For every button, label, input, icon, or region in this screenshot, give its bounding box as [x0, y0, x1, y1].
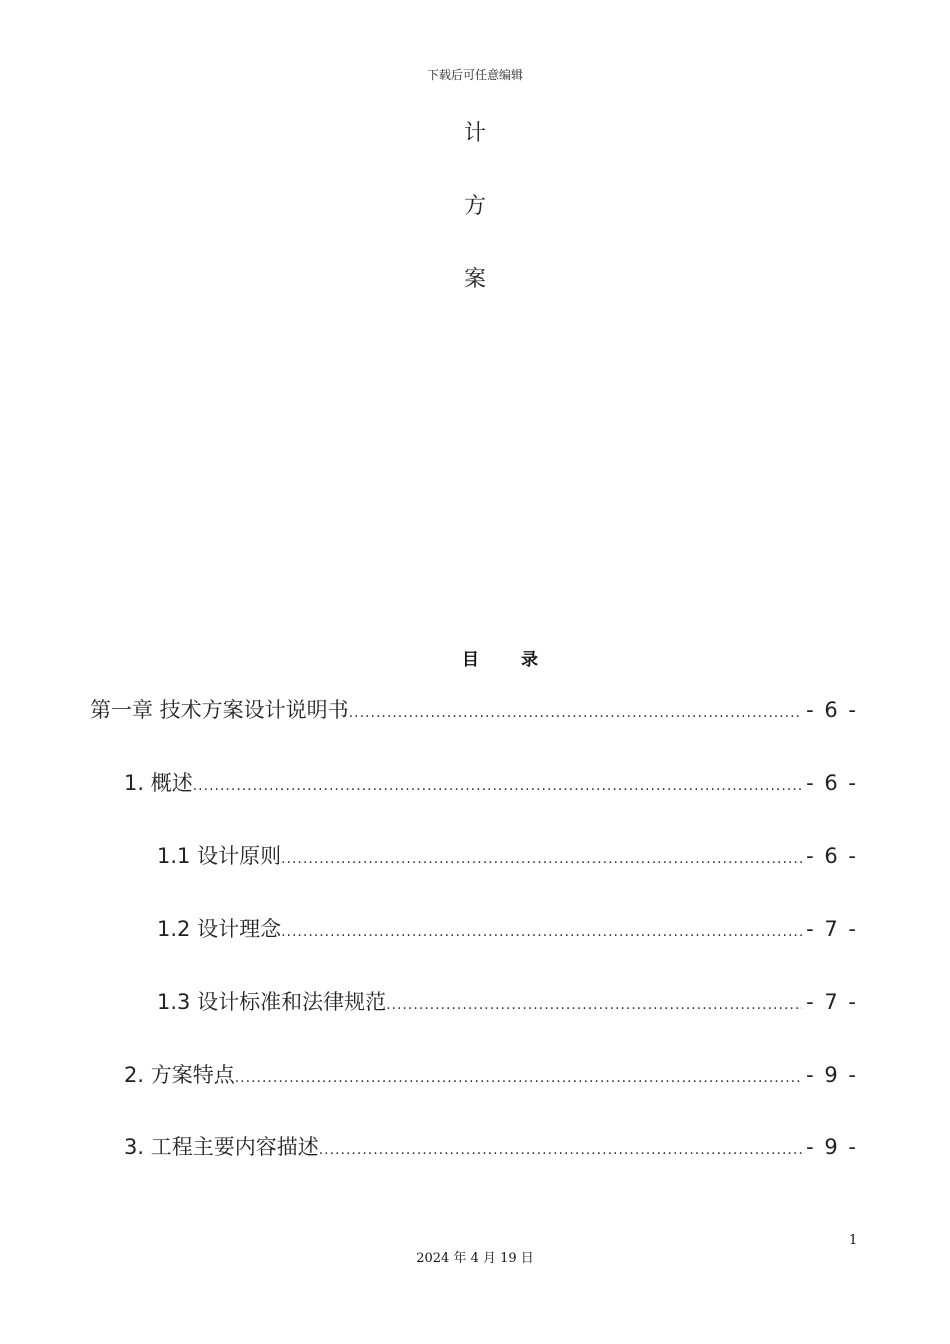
cover-title-char: 计 — [463, 121, 486, 146]
toc-dot-leader — [193, 772, 802, 800]
toc-entry-page: - 9 - — [806, 1063, 858, 1087]
toc-dot-leader — [235, 1064, 802, 1092]
cover-title-char: 方 — [463, 194, 486, 219]
toc-dot-leader — [319, 1136, 802, 1164]
toc-entry-page: - 6 - — [806, 771, 858, 795]
toc-entry-label: 第一章 技术方案设计说明书 — [90, 698, 349, 722]
toc-dot-leader — [349, 699, 802, 727]
toc-entry-label: 2. 方案特点 — [124, 1063, 235, 1087]
toc-dot-leader — [281, 845, 802, 873]
toc-entry-label: 1. 概述 — [124, 771, 193, 795]
toc-entry[interactable] — [157, 988, 858, 1019]
toc-dot-leader — [281, 918, 802, 946]
toc-entry[interactable] — [157, 842, 858, 873]
cover-title-char: 案 — [463, 267, 486, 292]
page-number: 1 — [849, 1233, 858, 1248]
toc-entry-page: - 7 - — [806, 917, 858, 941]
toc-dot-leader — [386, 991, 802, 1019]
toc-entry-label: 1.2 设计理念 — [157, 917, 282, 941]
toc-entry-page: - 6 - — [806, 698, 858, 722]
toc-entry[interactable] — [124, 769, 858, 800]
footer-date: 2024 年 4 月 19 日 — [416, 1251, 534, 1266]
toc-entry-label: 1.3 设计标准和法律规范 — [157, 990, 387, 1014]
toc-entry[interactable] — [157, 915, 858, 946]
toc-title: 目 录 — [462, 650, 556, 670]
toc-entry[interactable] — [124, 1133, 858, 1164]
toc-entry-label: 3. 工程主要内容描述 — [124, 1135, 319, 1159]
header-note: 下载后可任意编辑 — [426, 68, 523, 82]
toc-entry-label: 1.1 设计原则 — [157, 844, 282, 868]
toc-entry-page: - 6 - — [806, 844, 858, 868]
toc-entry-page: - 7 - — [806, 990, 858, 1014]
toc-entry-page: - 9 - — [806, 1135, 858, 1159]
toc-entry[interactable] — [124, 1061, 858, 1092]
toc-entry[interactable] — [90, 696, 858, 727]
